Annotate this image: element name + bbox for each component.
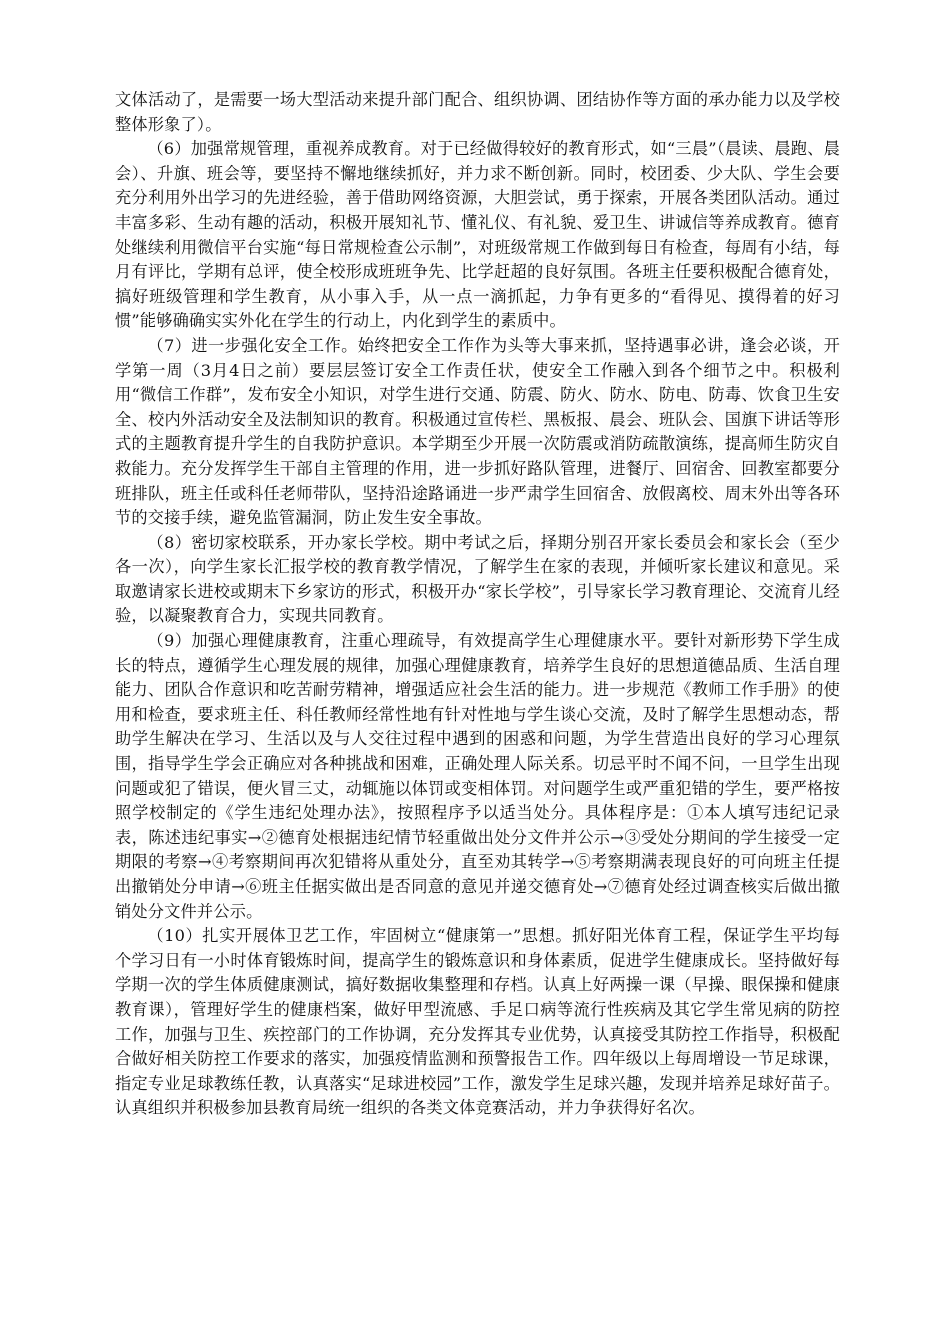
document-body xyxy=(115,88,840,1121)
paragraph-7-safety-work: （7）进一步强化安全工作。始终把安全工作作为头等大事来抓，坚持遇事必讲，逢会必谈，开学第一周（3月4日之前）要层层签订安全工作责任状，使安全工作融入到各个细节之中。积极利用“微信工作群”，发布安全小知识，对学生进行交通、防震、防火、防水、防电、防毒、饮食卫生安全、校内外活动安全及法制知识的教育。积极通过宣传栏、黑板报、晨会、班队会、国旗下讲话等形式的主题教育提升学生的自我防护意识。本学期至少开展一次防震或消防疏散演练，提高师生防灾自救能力。充分发挥学生干部自主管理的作用，进一步抓好路队管理，进餐厅、回宿舍、回教室都要分班排队，班主任或科任老师带队，坚持沿途路诵进一步严肃学生回宿舍、放假离校、周末外出等各环节的交接手续，避免监管漏洞，防止发生安全事故。 xyxy=(115,335,840,528)
paragraph-9-mental-health: （9）加强心理健康教育，注重心理疏导，有效提高学生心理健康水平。要针对新形势下学生成长的特点，遵循学生心理发展的规律，加强心理健康教育，培养学生良好的思想道德品质、生活自理能力、团队合作意识和吃苦耐劳精神，增强适应社会生活的能力。进一步规范《教师工作手册》的使用和检查，要求班主任、科任教师经常性地有针对性地与学生谈心交流，及时了解学生思想动态，帮助学生解决在学习、生活以及与人交往过程中遇到的困惑和问题，为学生营造出良好的学习心理氛围，指导学生学会正确应对各种挑战和困难，正确处理人际关系。切忌平时不闻不问，一旦学生出现问题或犯了错误，便火冒三丈，动辄施以体罚或变相体罚。对问题学生或严重犯错的学生，要严格按照学校制定的《学生违纪处理办法》，按照程序予以适当处分。具体程序是：①本人填写违纪记录表，陈述违纪事实→②德育处根据违纪情节轻重做出处分文件并公示→③受处分期间的学生接受一定期限的考察→④考察期间再次犯错将从重处分，直至劝其转学→⑤考察期满表现良好的可向班主任提出撤销处分申请→⑥班主任据实做出是否同意的意见并递交德育处→⑦德育处经过调查核实后做出撤销处分文件并公示。 xyxy=(115,631,840,921)
paragraph-6-routine-management: （6）加强常规管理，重视养成教育。对于已经做得较好的教育形式，如“三晨”（晨读、晨跑、晨会）、升旗、班会等，要坚持不懈地继续抓好，并力求不断创新。同时，校团委、少大队、学生会要充分利用外出学习的先进经验，善于借助网络资源，大胆尝试，勇于探索，开展各类团队活动。通过丰富多彩、生动有趣的活动，积极开展知礼节、懂礼仪、有礼貌、爱卫生、讲诚信等养成教育。德育处继续利用微信平台实施“每日常规检查公示制”，对班级常规工作做到每日有检查，每周有小结，每月有评比，学期有总评，使全校形成班班争先、比学赶超的良好氛围。各班主任要积极配合德育处，搞好班级管理和学生教育，从小事入手，从一点一滴抓起，力争有更多的“看得见、摸得着的好习惯”能够确确实实外化在学生的行动上，内化到学生的素质中。 xyxy=(115,139,840,331)
paragraph-10-sports-health-arts: （10）扎实开展体卫艺工作，牢固树立“健康第一”思想。抓好阳光体育工程，保证学生平均每个学习日有一小时体育锻炼时间，提高学生的锻炼意识和身体素质，促进学生健康成长。坚持做好每学期一次的学生体质健康测试，搞好数据收集整理和存档。认真上好两操一课（早操、眼保操和健康教育课），管理好学生的健康档案，做好甲型流感、手足口病等流行性疾病及其它学生常见病的防控工作，加强与卫生、疾控部门的工作协调，充分发挥其专业优势，认真接受其防控工作指导，积极配合做好相关防控工作要求的落实，加强疫情监测和预警报告工作。四年级以上每周增设一节足球课，指定专业足球教练任教，认真落实“足球进校园”工作，激发学生足球兴趣，发现并培养足球好苗子。认真组织并积极参加县教育局统一组织的各类文体竞赛活动，并力争获得好名次。 xyxy=(115,926,840,1118)
paragraph-8-home-school-contact: （8）密切家校联系，开办家长学校。期中考试之后，择期分别召开家长委员会和家长会（至少各一次），向学生家长汇报学校的教育教学情况，了解学生在家的表现，并倾听家长建议和意见。采取邀请家长进校或期末下乡家访的形式，积极开办“家长学校”，引导家长学习教育理论、交流育儿经验，以凝聚教育合力，实现共同教育。 xyxy=(115,532,840,626)
paragraph-continuation: 文体活动了，是需要一场大型活动来提升部门配合、组织协调、团结协作等方面的承办能力以及学校整体形象了）。 xyxy=(115,90,840,134)
